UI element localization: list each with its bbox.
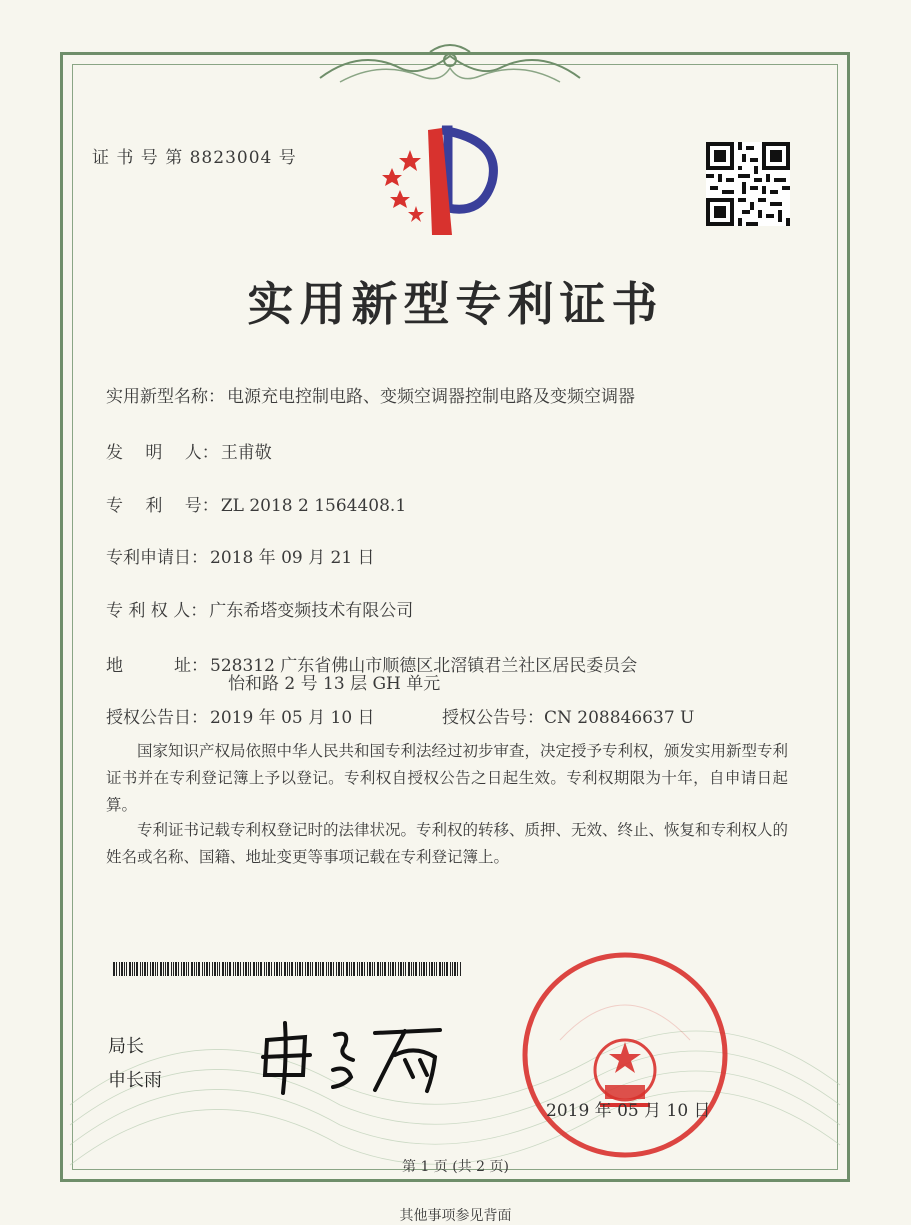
filing-date-label: 专利申请日： bbox=[106, 548, 208, 568]
address-line1: 528312 广东省佛山市顺德区北滘镇君兰社区居民委员会 bbox=[210, 656, 638, 676]
grant-number-label: 授权公告号： bbox=[442, 708, 544, 728]
certificate-number: 证 书 号 第 8823004 号 bbox=[92, 148, 297, 168]
utility-model-name-row bbox=[106, 382, 635, 407]
legal-status-paragraph: 专利证书记载专利权登记时的法律状况。专利权的转移、质押、无效、终止、恢复和专利权人的姓名或名称、国籍、地址变更等事项记载在专利登记簿上。 bbox=[106, 821, 789, 866]
patent-number-label: 专 利 号： bbox=[106, 496, 219, 516]
commissioner-title: 局长 bbox=[108, 1036, 144, 1057]
seal-date: 2019 年 05 月 10 日 bbox=[546, 1101, 711, 1121]
patentee-label: 专 利 权 人： bbox=[106, 601, 208, 621]
patent-number-row bbox=[106, 491, 406, 516]
inventor-label: 发 明 人： bbox=[106, 443, 219, 463]
qr-code-icon bbox=[706, 142, 790, 226]
grant-date-label: 授权公告日： bbox=[106, 708, 208, 728]
filing-date-value: 2018 年 09 月 21 日 bbox=[210, 548, 375, 568]
grant-date-row bbox=[106, 703, 375, 728]
patent-number-value: ZL 2018 2 1564408.1 bbox=[220, 496, 407, 516]
see-reverse-note: 其他事项参见背面 bbox=[399, 1208, 512, 1224]
inventor-row bbox=[106, 438, 272, 463]
filing-date-row bbox=[106, 543, 375, 568]
grant-statement-paragraph: 国家知识产权局依照中华人民共和国专利法经过初步审查，决定授予专利权，颁发实用新型专利证书并在专利登记簿上予以登记。专利权自授权公告之日起生效。专利权期限为十年，自申请日起算。 bbox=[106, 742, 789, 814]
cnipa-logo-icon bbox=[370, 120, 510, 240]
patentee-row bbox=[106, 596, 413, 621]
grant-number-value: CN 208846637 U bbox=[544, 708, 695, 728]
patentee-value: 广东希塔变频技术有限公司 bbox=[209, 601, 414, 621]
grant-number-row bbox=[442, 703, 694, 728]
document-title: 实用新型专利证书 bbox=[247, 277, 664, 331]
address-label: 地 址： bbox=[106, 656, 208, 676]
top-ornament bbox=[300, 38, 600, 90]
commissioner-name: 申长雨 bbox=[108, 1070, 162, 1091]
bottom-guilloche-pattern bbox=[0, 945, 911, 1185]
grant-date-value: 2019 年 05 月 10 日 bbox=[210, 708, 375, 728]
utility-model-name-value: 电源充电控制电路、变频空调器控制电路及变频空调器 bbox=[227, 387, 635, 407]
utility-model-name-label: 实用新型名称： bbox=[106, 387, 225, 407]
page-number: 第 1 页 (共 2 页) bbox=[402, 1159, 509, 1175]
handwritten-signature bbox=[255, 1015, 450, 1095]
address-line2: 怡和路 2 号 13 层 GH 单元 bbox=[228, 674, 441, 694]
inventor-value: 王甫敬 bbox=[220, 443, 272, 463]
official-seal bbox=[520, 950, 730, 1160]
barcode-strip bbox=[113, 962, 463, 976]
